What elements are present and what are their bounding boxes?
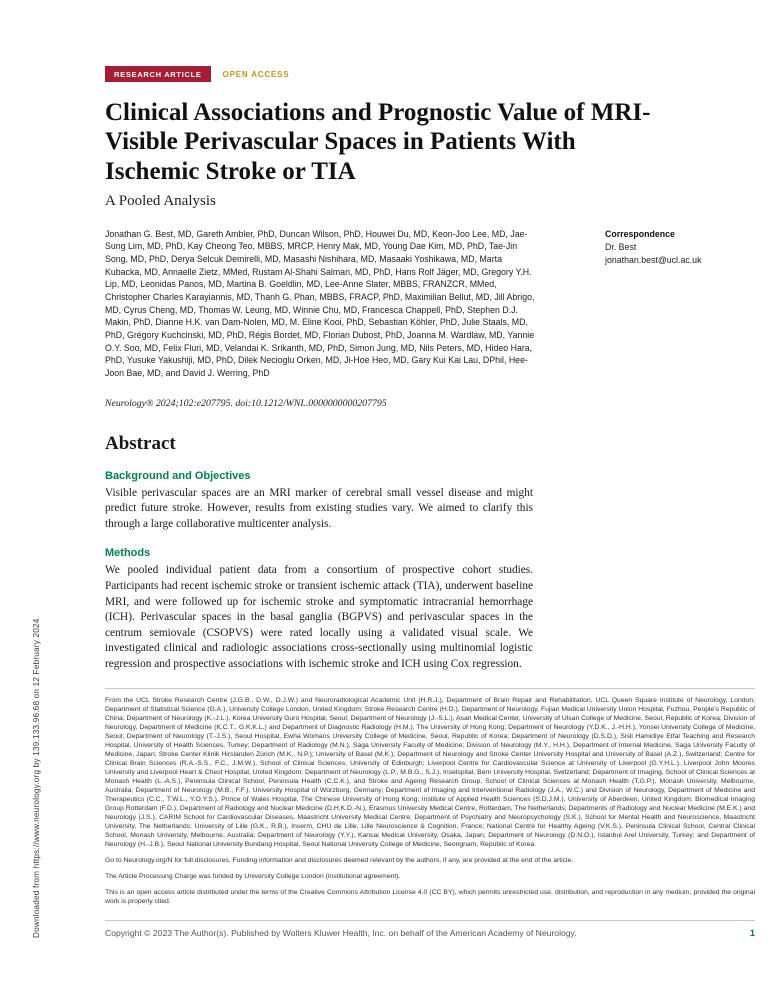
download-watermark: Downloaded from https://www.neurology.org by 139.133.96.68 on 12 February 2024 <box>32 618 41 938</box>
license-footnote: This is an open access article distributed under the terms of the Creative Commons Attribution License 4.0 (CC BY), which permits unrestricted use, distribution, and reproduction in any medium, provided the original work is properly cited. <box>105 888 755 905</box>
open-access-label: OPEN ACCESS <box>222 69 290 79</box>
page-footer <box>105 920 755 939</box>
abstract-section-text-methods: We pooled individual patient data from a consortium of prospective cohort studies. Participants had recent ischemic stroke or transient ischemic attack (TIA), underwent baseline MRI, and were followed up for ischemic stroke and symptomatic intracranial hemorrhage (ICH). Perivascular spaces in the basal ganglia (BGPVS) and perivascular spaces in the centrum semiovale (CSOPVS) were rated locally using a validated visual scale. We investigated clinical and radiologic associations cross-sectionally using multinomial logistic regression and prospective associations with ischemic stroke and ICH using Cox regression. <box>105 564 533 670</box>
article-title: Clinical Associations and Prognostic Value of MRI-Visible Perivascular Spaces in Patients With Ischemic Stroke or TIA <box>105 99 651 185</box>
page-number: 1 <box>749 928 755 939</box>
abstract-column <box>105 433 533 673</box>
correspondence-label: Correspondence <box>605 228 675 239</box>
affiliations-footnote: From the UCL Stroke Research Centre (J.G.B., D.W., D.J.W.) and Neuroradiological Academic Unit (H.R.J.), Department of Brain Repair and Rehabilitation, UCL Queen Square Institute of Neurology, London; Department of Statistical Science (G.A.), University College London, United Kingdom; Stroke Research Centre (H.D.), Department of Neurology, Fujian Medical University Union Hospital, Fuzhou, People's Republic of China; Department of Neurology (K.-J.L.), Korea University Guro Hospital, Seoul; Department of Neurology (J.-S.L.), Asan Medical Center, University of Ulsan College of Medicine, Seoul, Republic of Korea; Division of Neurology, Department of Medicine (K.C.T., G.K.K.L.) and Department of Diagnostic Radiology (H.M.), The University of Hong Kong; Department of Neurology (Y.D.K., J.-H.H.), Yonsei University College of Medicine, Seoul; Department of Neurology (T.-J.S.), Seoul Hospital, Ewha Womans University College of Medicine, Seoul, Republic of Korea; Department of Neurology (D.S.D.), Sisli Hamidiye Etfal Teaching and Research Hospital, University of Health Sciences, Turkey; Department of Radiology (M.N.), Saga University Faculty of Medicine; Division of Neurology (M.Y., H.H.), Department of Internal Medicine, Saga University Faculty of Medicine, Japan; Stroke Center Klinik Hirslanden Zürich (M.K., N.P.); University of Basel (M.K.); Department of Neurology and Stroke Center University Hospital and University of Basel (A.Z.), Switzerland; Centre for Clinical Brain Sciences (R.A.-S.S., F.C., J.M.W.), School of Clinical Sciences, University of Edinburgh; Liverpool Centre for Cardiovascular Science at University of Liverpool (G.Y.H.L.), Liverpool John Moores University and Liverpool Heart & Chest Hospital, United Kingdom; Department of Neurology (L.P., M.B.G., S.J.), Inselspital, Bern University Hospital, Switzerland; Department of Imaging, School of Clinical Sciences at Monash Health (L.-A.S.), Peninsula Clinical School, Peninsula Health (C.C.K.), and Stroke and Ageing Research Group, School of Clinical Sciences at Monash Health (T.G.P.), Monash University, Melbourne, Australia; Department of Neurology (M.B., F.F.), University Hospital of Würzburg, Germany; Department of Imaging and Interventional Radiology (J.A., W.C.) and Division of Neurology, Department of Medicine and Therapeutics (C.C., T.W.L., Y.O.Y.S.), Prince of Wales Hospital, The Chinese University of Hong Kong; Institute of Applied Health Sciences (S.D.J.M.), University of Aberdeen, United Kingdom; Biomedical Imaging Group Rotterdam (F.D.), Department of Radiology and Nuclear Medicine (D.H.K.D.-N.), Erasmus University Medical Centre, Rotterdam, The Netherlands; Departments of Radiology and Nuclear Medicine (M.E.K.) and Neurology (J.S.), CARIM School for Cardiovascular Diseases, Maastricht University Medical Centre; Department of Psychiatry and Neuropsychology (S.K.), School for Mental Health and Neuroscience, Maastricht University, The Netherlands; University of Lille (G.K., R.B.), Inserm, CHU de Lille, Lille Neuroscience & Cognition, France; National Centre for Healthy Ageing (V.K.S.), Peninsula Clinical School, Central Clinical School, Monash University, Melbourne, Australia; Department of Neurology (Y.Y.), Kansai Medical University, Osaka, Japan; Department of Neurology (D.N.O.), Istanbul Arel University, Turkey; and Department of Neurology (H.-J.B.), Seoul National University Bundang Hospital, Seoul National University College of Medicine, Seongnam, Republic of Korea. <box>105 697 755 848</box>
abstract-heading: Abstract <box>105 432 176 454</box>
citation-line: Neurology® 2024;102:e207795. doi:10.1212/WNL.0000000000207795 <box>105 397 387 409</box>
disclosures-footnote: Go to Neurology.org/N for full disclosures. Funding information and disclosures deemed relevant by the authors, if any, are provided at the end of the article. <box>105 856 574 864</box>
funding-footnote: The Article Processing Charge was funded by University College London (institutional agreement). <box>105 872 401 880</box>
article-type-badge: RESEARCH ARTICLE <box>105 66 211 82</box>
author-band <box>105 228 755 380</box>
correspondence-email[interactable]: jonathan.best@ucl.ac.uk <box>605 255 702 266</box>
abstract-section-heading-background: Background and Objectives <box>105 469 251 482</box>
abstract-section-heading-methods: Methods <box>105 547 151 560</box>
correspondence-block <box>605 228 755 380</box>
article-header-row <box>105 66 755 82</box>
footnote-divider <box>105 688 755 689</box>
article-subtitle: A Pooled Analysis <box>105 192 216 209</box>
page-content <box>105 66 755 914</box>
correspondence-name: Dr. Best <box>605 241 637 252</box>
abstract-section-text-background: Visible perivascular spaces are an MRI marker of cerebral small vessel disease and might predict future stroke. However, results from existing studies vary. We aimed to clarify this through a large collaborative multicenter analysis. <box>105 486 533 530</box>
copyright-text: Copyright © 2023 The Author(s). Published by Wolters Kluwer Health, Inc. on behalf of the American Academy of Neurology. <box>105 928 577 938</box>
author-list: Jonathan G. Best, MD, Gareth Ambler, PhD, Duncan Wilson, PhD, Houwei Du, MD, Keon-Joo Lee, MD, Jae-Sung Lim, MD, PhD, Kay Cheong Teo, MBBS, MRCP, Henry Mak, MD, Young Dae Kim, MD, PhD, Tae-Jin Song, MD, PhD, Derya Selcuk Demirelli, MD, Masashi Nishihara, MD, Masaaki Yoshikawa, MD, Marta Kubacka, MD, Annaelle Zietz, MMed, Rustam Al-Shahi Salman, MD, PhD, Hans Rolf Jäger, MD, Gregory Y.H. Lip, MD, Leonidas Panos, MD, Martina B. Goeldlin, MD, Lee-Anne Slater, MBBS, FRANZCR, MMed, Christopher Charles Karayiannis, MD, Thanh G. Phan, MBBS, FRACP, PhD, Maximilian Bellut, MD, Jill Abrigo, MD, Cyrus Cheng, MD, Thomas W. Leung, MD, Winnie Chu, MD, Francesca Chappell, PhD, Stephen D.J. Makin, PhD, Dianne H.K. van Dam-Nolen, MD, M. Eline Kooi, PhD, Sebastian Köhler, PhD, Julie Staals, MD, PhD, Grégory Kuchcinski, MD, PhD, Régis Bordet, MD, Florian Dubost, PhD, Joanna M. Wardlaw, MD, Yannie O.Y. Soo, MD, Felix Fluri, MD, Velandai K. Srikanth, MD, PhD, Simon Jung, MD, Nils Peters, MD, Hideo Hara, PhD, Yusuke Yakushiji, MD, PhD, Dilek Necioglu Orken, MD, Ji-Hoe Heo, MD, Gary Kui Kai Lau, DPhil, Hee-Joon Bae, MD, and David J. Werring, PhD <box>105 228 535 378</box>
